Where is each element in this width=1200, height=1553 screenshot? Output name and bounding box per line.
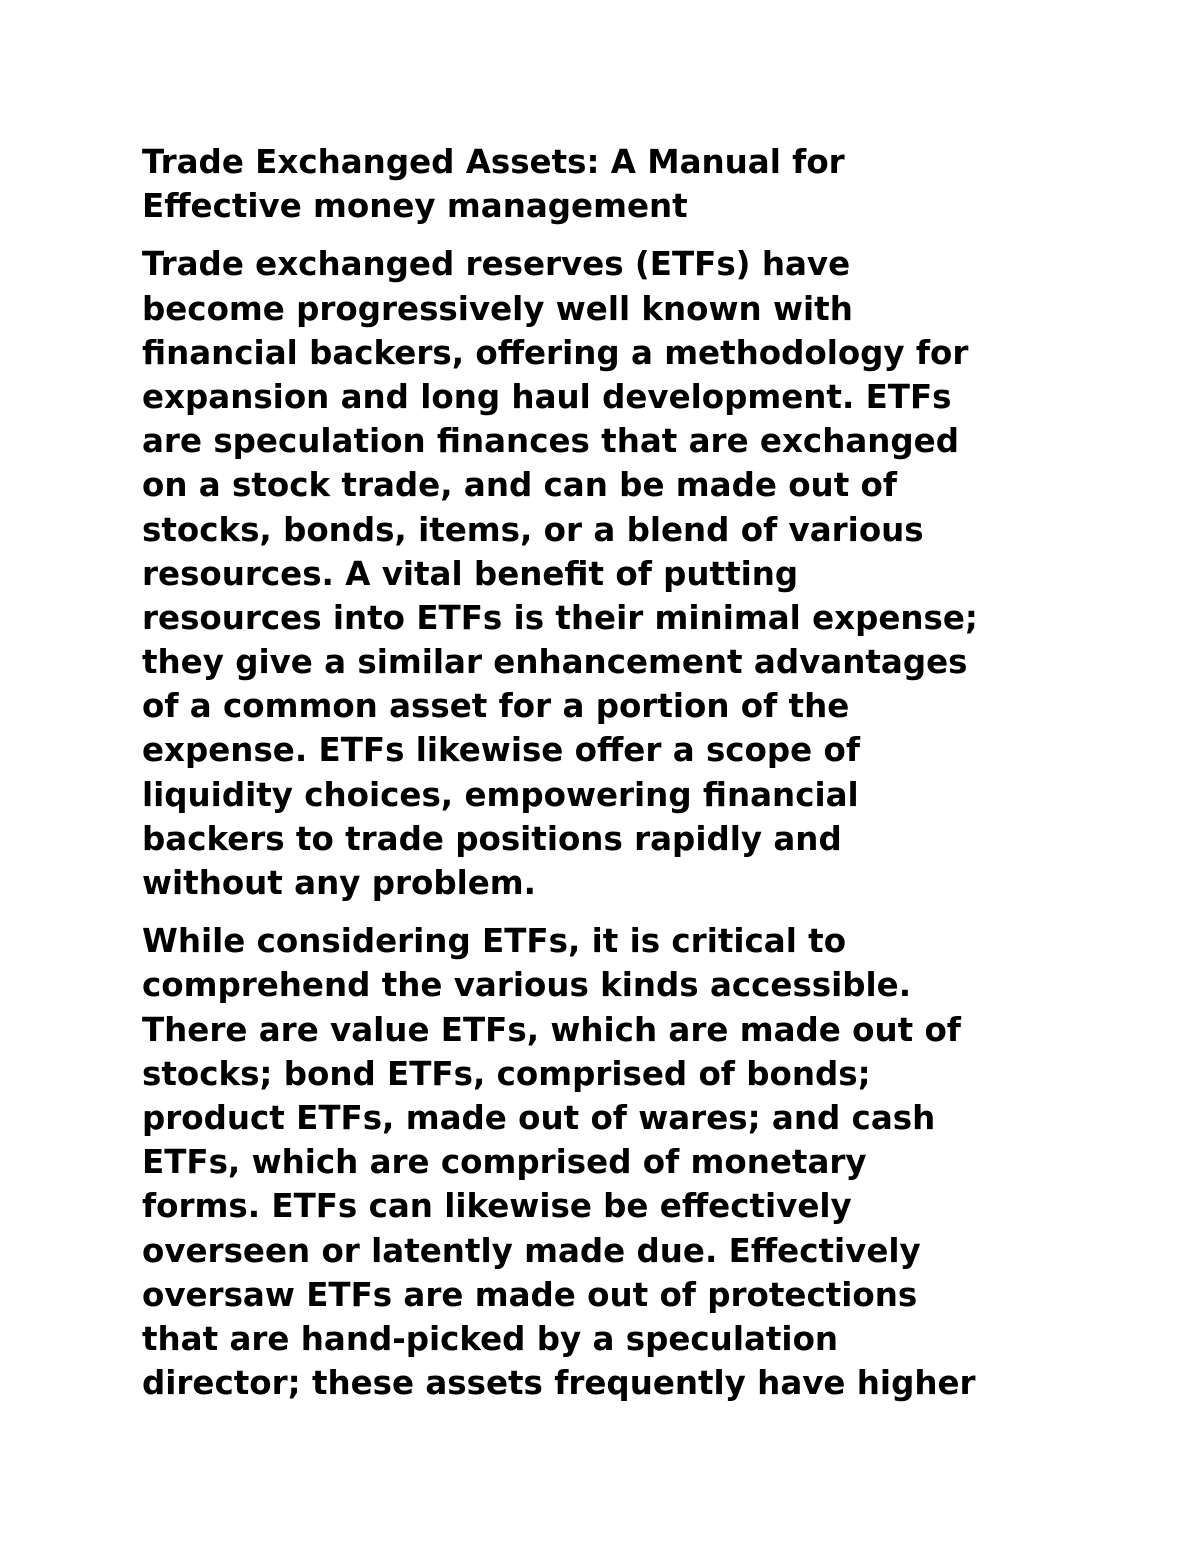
text-line: on a stock trade, and can be made out of [142,466,898,505]
text-line: resources into ETFs is their minimal expense; [142,598,978,637]
text-line: expansion and long haul development. ETFs [142,377,952,416]
text-line: liquidity choices, empowering financial [142,775,859,814]
text-line: they give a similar enhancement advantages [142,643,968,682]
text-line: Trade exchanged reserves (ETFs) have [142,245,851,284]
text-line: stocks, bonds, items, or a blend of various [142,510,924,549]
text-line: ETFs, which are comprised of monetary [142,1143,867,1182]
text-line: forms. ETFs can likewise be effectively [142,1187,852,1226]
document-title [142,140,1062,228]
text-line: While considering ETFs, it is critical to [142,922,847,961]
text-line: that are hand-picked by a speculation [142,1319,839,1358]
paragraph-etf-types [142,919,1062,1405]
text-line: director; these assets frequently have higher [142,1364,976,1403]
text-line: oversaw ETFs are made out of protections [142,1275,918,1314]
text-line: comprehend the various kinds accessible. [142,966,912,1005]
title-line: Effective money management [142,187,688,226]
text-line: product ETFs, made out of wares; and cash [142,1098,936,1137]
text-line: expense. ETFs likewise offer a scope of [142,731,860,770]
text-line: are speculation finances that are exchanged [142,422,959,461]
paragraph-etf-overview [142,242,1062,905]
text-line: financial backers, offering a methodology for [142,333,969,372]
document-body [142,140,1062,1405]
text-line: overseen or latently made due. Effectively [142,1231,921,1270]
text-line: resources. A vital benefit of putting [142,554,799,593]
text-line: backers to trade positions rapidly and [142,819,842,858]
text-line: become progressively well known with [142,289,853,328]
text-line: without any problem. [142,864,536,902]
text-line: of a common asset for a portion of the [142,687,850,726]
title-line: Trade Exchanged Assets: A Manual for [142,143,845,181]
text-line: stocks; bond ETFs, comprised of bonds; [142,1054,871,1093]
text-line: There are value ETFs, which are made out of [142,1010,961,1049]
